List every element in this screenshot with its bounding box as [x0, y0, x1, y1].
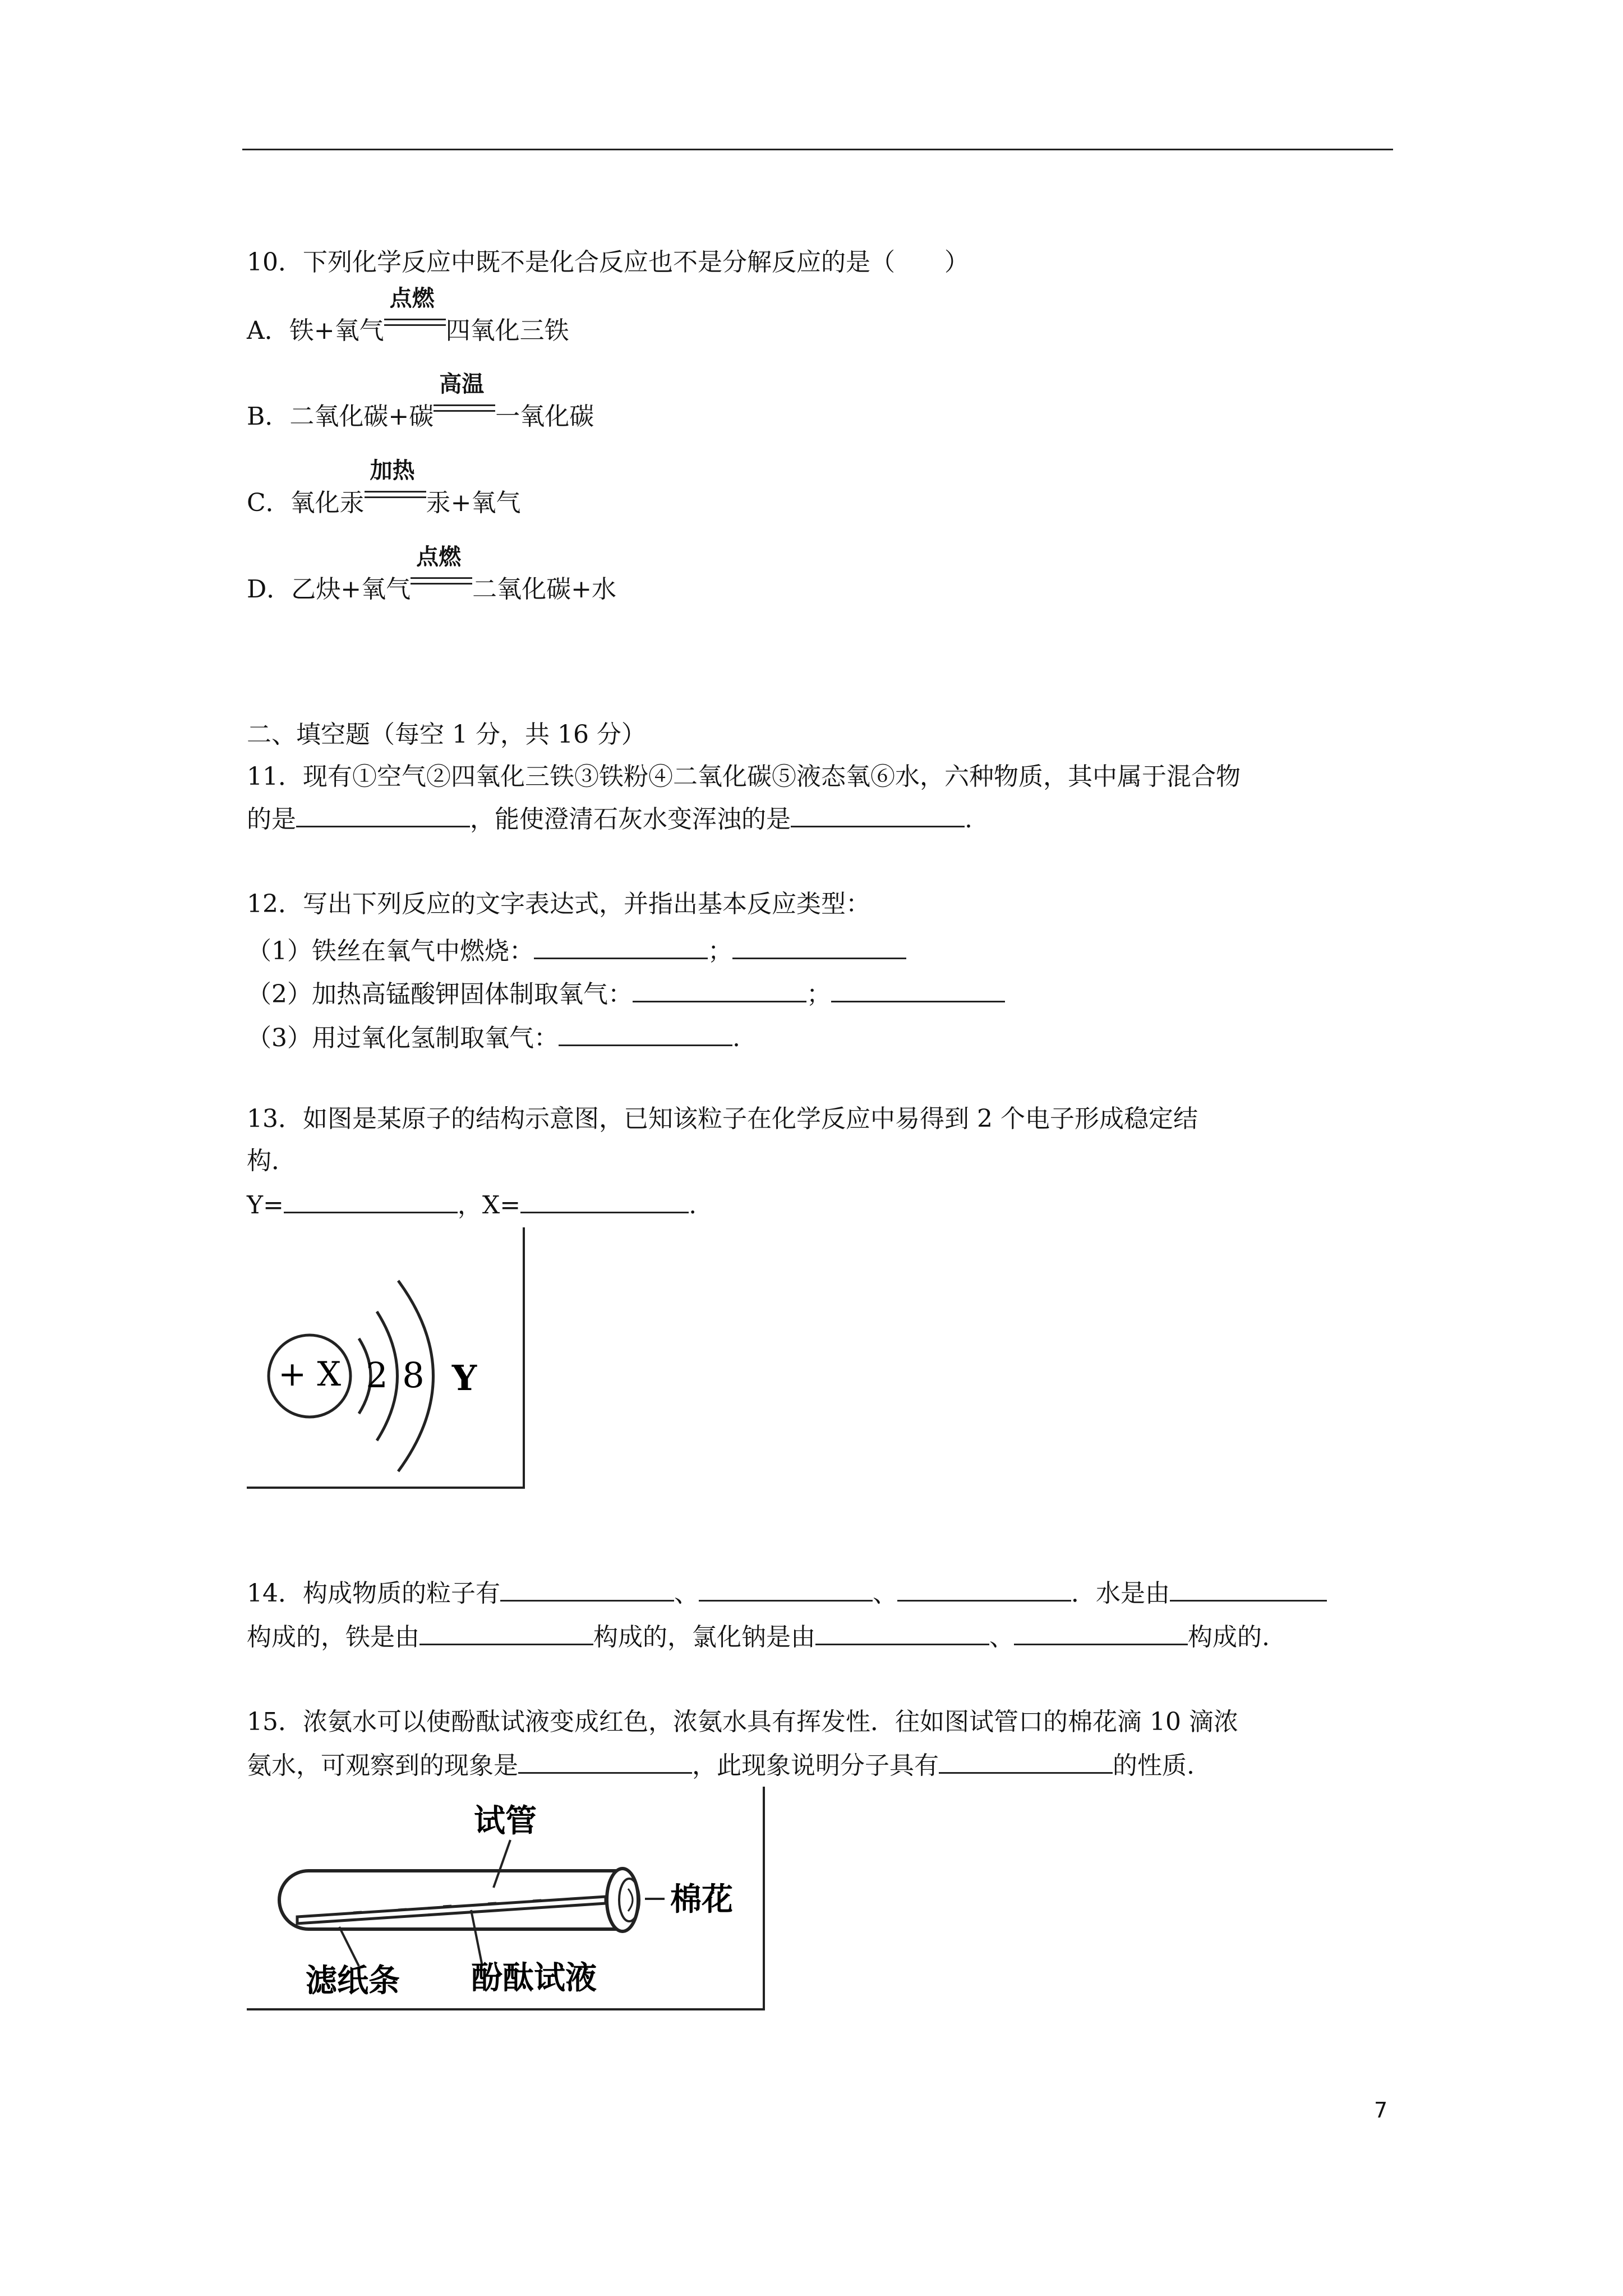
test-tube-figure	[247, 1787, 765, 2010]
test-tube-mouth	[607, 1869, 638, 1931]
shell-2-electrons: 8	[402, 1355, 425, 1396]
separator: 、	[873, 1579, 897, 1608]
q11-text: 的是	[247, 805, 296, 834]
option-label: D．	[247, 575, 292, 604]
answer-blank[interactable]	[633, 977, 806, 1002]
label-filter-paper: 滤纸条	[306, 1963, 400, 1999]
tube-pointer	[494, 1840, 510, 1888]
reaction-arrow	[411, 544, 472, 606]
q14-text: 14．构成物质的粒子有	[247, 1579, 500, 1608]
products: 一氧化碳	[495, 402, 594, 431]
option-label: C．	[247, 489, 291, 517]
q13-line1: 13．如图是某原子的结构示意图，已知该粒子在化学反应中易得到 2 个电子形成稳定结	[247, 1105, 1198, 1133]
answer-blank[interactable]	[1170, 1576, 1327, 1602]
q15-text: 氨水，可观察到的现象是	[247, 1751, 518, 1780]
q11-text: ，能使澄清石灰水变浑浊的是	[470, 805, 791, 834]
shell-1-electrons: 2	[366, 1355, 388, 1396]
reaction-condition: 点燃	[416, 544, 462, 570]
q13-answers	[247, 1188, 697, 1222]
q10-option-a	[247, 286, 569, 348]
q11-line1: 11．现有①空气②四氧化三铁③铁粉④二氧化碳⑤液态氧⑥水，六种物质，其中属于混合物	[247, 762, 1241, 791]
answer-blank[interactable]	[419, 1620, 593, 1645]
q15-line1: 15．浓氨水可以使酚酞试液变成红色，浓氨水具有挥发性．往如图试管口的棉花滴 10 滴浓	[247, 1708, 1238, 1736]
reaction-arrow	[365, 458, 426, 520]
reactants: 乙炔+氧气	[291, 575, 411, 604]
q14-text: 构成的，铁是由	[247, 1623, 419, 1651]
x-label: ，X=	[457, 1191, 521, 1220]
q13-line2: 构．	[247, 1147, 296, 1175]
separator: 、	[674, 1579, 699, 1608]
separator: 、	[989, 1623, 1014, 1651]
shell-3-electrons: Y	[451, 1358, 477, 1398]
reactants: 铁+氧气	[289, 316, 384, 345]
answer-blank[interactable]	[699, 1576, 873, 1602]
q12-stem: 12．写出下列反应的文字表达式，并指出基本反应类型：	[247, 890, 870, 918]
y-label: Y=	[247, 1191, 284, 1220]
q15-text: 的性质.	[1113, 1751, 1195, 1780]
answer-blank[interactable]	[732, 934, 906, 959]
filter-paper-strip	[297, 1897, 606, 1924]
reactants: 氧化汞	[290, 489, 365, 517]
answer-blank[interactable]	[831, 977, 1005, 1002]
answer-blank[interactable]	[284, 1188, 458, 1213]
products: 汞+氧气	[426, 489, 521, 517]
q12-item-label: （2）加热高锰酸钾固体制取氧气：	[247, 980, 633, 1009]
separator: ；	[708, 937, 732, 965]
q14-text: ．水是由	[1071, 1579, 1170, 1608]
answer-blank[interactable]	[791, 802, 965, 827]
answer-blank[interactable]	[815, 1620, 989, 1645]
page-number: 7	[1374, 2098, 1388, 2123]
q12-item-label: （3）用过氧化氢制取氧气：	[247, 1024, 559, 1052]
q14-text: 构成的，氯化钠是由	[593, 1623, 815, 1651]
products: 四氧化三铁	[445, 316, 569, 345]
q14-line1	[247, 1576, 1327, 1611]
answer-blank[interactable]	[939, 1749, 1113, 1774]
period: .	[689, 1191, 697, 1220]
answer-blank[interactable]	[534, 934, 708, 959]
reactants: 二氧化碳+碳	[289, 402, 434, 431]
nucleus-charge: + X	[278, 1355, 342, 1394]
q12-item-2	[247, 977, 1005, 1011]
label-cotton: 棉花	[670, 1881, 733, 1918]
q10-option-c	[247, 458, 521, 520]
phenol-pointer	[471, 1910, 482, 1966]
option-label: A．	[247, 316, 289, 345]
reaction-condition: 加热	[370, 458, 415, 484]
q12-item-label: （1）铁丝在氧气中燃烧：	[247, 937, 534, 965]
q15-text: ，此现象说明分子具有	[692, 1751, 939, 1780]
separator: ；	[806, 980, 831, 1009]
label-test-tube: 试管	[474, 1803, 537, 1839]
test-tube-diagram	[247, 1787, 763, 2008]
atom-diagram	[247, 1227, 523, 1487]
reaction-condition: 点燃	[389, 286, 435, 311]
q11-line2	[247, 802, 972, 836]
q11-text: .	[965, 805, 972, 834]
answer-blank[interactable]	[559, 1021, 732, 1046]
answer-blank[interactable]	[520, 1188, 689, 1213]
reaction-condition: 高温	[439, 371, 485, 397]
answer-blank[interactable]	[296, 802, 470, 827]
q14-text: 构成的.	[1188, 1623, 1270, 1651]
q12-item-3	[247, 1021, 740, 1055]
answer-blank[interactable]	[500, 1576, 674, 1602]
q10-stem: 10．下列化学反应中既不是化合反应也不是分解反应的是（ ）	[247, 248, 969, 277]
header-rule	[242, 149, 1393, 150]
reaction-arrow	[434, 371, 495, 434]
paper-pointer	[339, 1927, 359, 1966]
q12-item-1	[247, 934, 906, 968]
products: 二氧化碳+水	[472, 575, 617, 604]
q14-line2	[247, 1620, 1270, 1654]
q10-option-d	[247, 544, 617, 606]
option-label: B．	[247, 402, 290, 431]
answer-blank[interactable]	[897, 1576, 1071, 1602]
section-heading: 二、填空题（每空 1 分，共 16 分）	[247, 720, 646, 749]
q10-option-b	[247, 371, 594, 434]
period: .	[732, 1024, 740, 1052]
answer-blank[interactable]	[1014, 1620, 1188, 1645]
reaction-arrow	[384, 286, 446, 348]
label-phenolphthalein: 酚酞试液	[471, 1960, 597, 1996]
answer-blank[interactable]	[518, 1749, 692, 1774]
q15-line2	[247, 1749, 1195, 1783]
atom-structure-figure	[247, 1227, 525, 1489]
